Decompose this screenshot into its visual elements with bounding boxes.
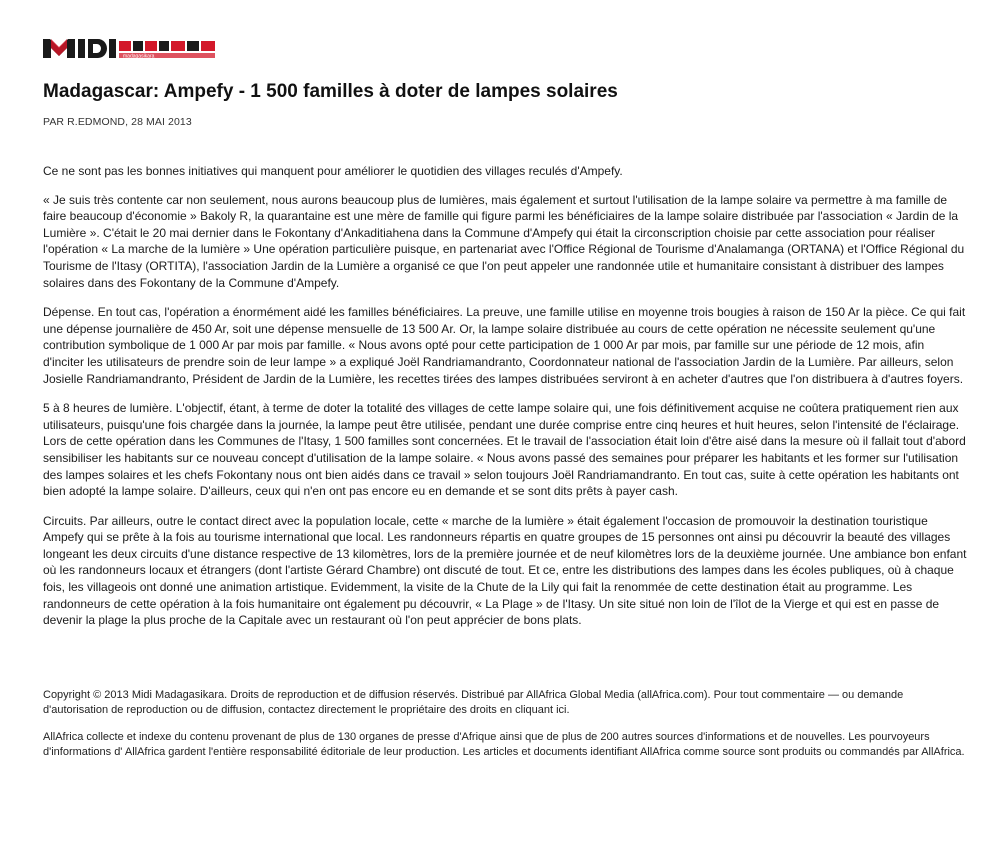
midi-madagasikara-logo [43,36,215,62]
article-body [43,163,967,642]
article-lead: Ce ne sont pas les bonnes initiatives qui manquent pour améliorer le quotidien des villages reculés d'Ampefy. [43,164,623,178]
footer [43,688,967,772]
copyright-notice: Copyright © 2013 Midi Madagasikara. Droits de reproduction et de diffusion réservés. Distribué par AllAfrica Global Media (allAfrica.com). Pour tout commentaire — ou demande d'autorisation de reproduction ou de diffusion, contactez directement le propriétaire des droits en cliquant ici. [43,689,904,716]
article-title: Madagascar: Ampefy - 1 500 familles à doter de lampes solaires [43,81,618,102]
article-paragraph: « Je suis très contente car non seulement, nous aurons beaucoup plus de lumières, mais également et surtout l'utilisation de la lampe solaire va permettre à ma famille de faire beaucoup d'économie » Bakoly R, la quarantaine est une mère de famille qui figure parmi les bénéficiaires de la lampe solaire distribuée par l'association « Jardin de la Lumière ». C'était le 20 mai dernier dans le Fokontany d'Ankaditiahena dans la Commune d'Ampefy qui était la circonscription choisie par cette association pour réaliser l'opération « La marche de la lumière » Une opération particulière puisque, en partenariat avec l'Office Régional de Tourisme d'Analamanga (ORTANA) et l'Office Régional du Tourisme de l'Itasy (ORTITA), l'association Jardin de la Lumière a organisé ce que l'on peut appeler une randonnée utile et humanitaire consistant à distribuer des lampes solaires dans des Fokontany de la Commune d'Ampefy. [43,192,965,290]
svg-text:madagasikara: madagasikara [123,53,155,60]
article-byline: PAR R.EDMOND, 28 MAI 2013 [43,116,192,128]
article-paragraph: Dépense. En tout cas, l'opération a énormément aidé les familles bénéficiaires. La preuve, une famille utilise en moyenne trois bougies à raison de 150 Ar la pièce. Ce qui fait une dépense journalière de 450 Ar, soit une dépense mensuelle de 13 500 Ar. Or, la lampe solaire distribuée au cours de cette opération ne nécessite seulement qu'une contribution symbolique de 1 000 Ar par mois par famille. « Nous avons opté pour cette participation de 1 000 Ar par mois, par famille sur une période de 12 mois, afin d'inciter les utilisateurs de prendre soin de leur lampe » a expliqué Joël Randriamandranto, Coordonnateur national de l'association Jardin de la Lumière. Par ailleurs, selon Josielle Randriamandranto, Président de Jardin de la Lumière, les recettes tirées des lampes distribuées serviront à en acheter d'autres que l'on distribuera à d'autres foyers. [43,305,966,386]
allafrica-about: AllAfrica collecte et indexe du contenu provenant de plus de 130 organes de presse d'Afrique ainsi que de plus de 200 autres sources d'informations et de nouvelles. Les pourvoyeurs d'informations d' AllAfrica gardent l'entière responsabilité éditoriale de leur production. Les articles et documents identifiant AllAfrica comme source sont produits ou commandés par AllAfrica. [43,731,965,758]
article-paragraph: 5 à 8 heures de lumière. L'objectif, étant, à terme de doter la totalité des villages de cette lampe solaire qui, une fois définitivement acquise ne coûtera pratiquement rien aux utilisateurs, puisqu'une fois chargée dans la journée, la lampe peut être utilisée, pendant une durée comprise entre cinq heures et huit heures, selon l'intensité de l'éclairage. Lors de cette opération dans les Communes de l'Itasy, 1 500 familles sont concernées. Et le travail de l'association était loin d'être aisé dans la mesure où il fallait tout d'abord sensibiliser les habitants sur ce nouveau concept d'utilisation de la lampe solaire. « Nous avons passé des semaines pour préparer les habitants et les former sur l'utilisation des lampes solaires et les chefs Fokontany nous ont bien aidés dans ce travail » selon toujours Joël Randriamandranto. En tout cas, suite à cette opération les habitants ont bien adopté la lampe solaire. D'ailleurs, ceux qui n'en ont pas encore eu en demande et se sont dits prêts à payer cash. [43,401,966,499]
article-paragraph: Circuits. Par ailleurs, outre le contact direct avec la population locale, cette « marche de la lumière » était également l'occasion de promouvoir la destination touristique Ampefy qui se prête à la fois au tourisme international que local. Les randonneurs répartis en quatre groupes de 15 personnes ont ainsi pu découvrir la beauté des villages longeant les deux circuits d'une distance respective de 13 kilomètres, lors de la première journée et de neuf kilomètres lors de la deuxième journée. Une ambiance bon enfant où les randonneurs locaux et étrangers (dont l'artiste Gérard Chambre) ont discuté de tout. Et ce, entre les distributions des lampes dans les écoles publiques, où à chaque fois, les villageois ont donné une animation artistique. Evidemment, la visite de la Chute de la Lily qui fait la renommée de cette destination était au programme. Les randonneurs de cette opération à la fois humanitaire ont également pu découvrir, « La Plage » de l'Itasy. Un site situé non loin de l'îlot de la Vierge et qui est en passe de devenir la plage la plus proche de la Capitale avec un restaurant où l'on peut apprécier de bons plats. [43,513,967,628]
